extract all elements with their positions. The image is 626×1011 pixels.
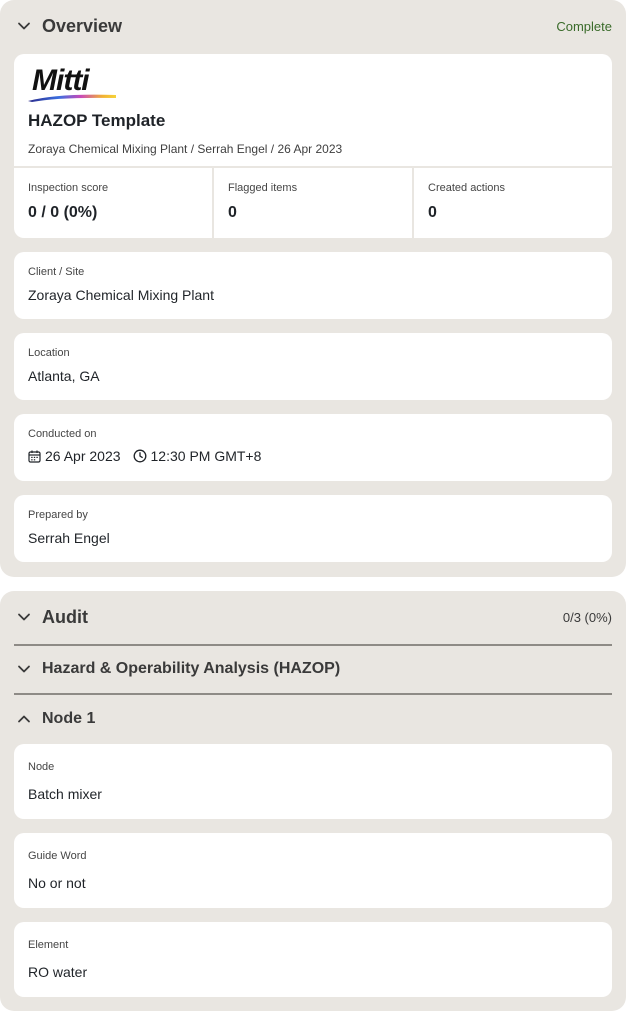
calendar-icon — [28, 450, 41, 463]
overview-section-header[interactable] — [14, 11, 612, 41]
node-section-header[interactable] — [14, 704, 612, 734]
guide-word-label: Guide Word — [28, 850, 87, 862]
element-value: RO water — [28, 964, 88, 980]
client-site-card[interactable] — [14, 252, 612, 319]
conducted-on-label: Conducted on — [28, 428, 97, 440]
node-field-value: Batch mixer — [28, 786, 102, 802]
chevron-down-icon — [14, 659, 34, 679]
conducted-on-card[interactable] — [14, 414, 612, 481]
chevron-down-icon — [14, 607, 34, 627]
hazop-title: Hazard & Operability Analysis (HAZOP) — [42, 660, 341, 677]
stats-row — [14, 166, 612, 238]
conducted-date: 26 Apr 2023 — [45, 448, 121, 464]
company-logo: Mitti — [28, 64, 118, 104]
conducted-on-value — [28, 448, 261, 464]
clock-icon — [133, 449, 147, 463]
node-field-label: Node — [28, 761, 55, 773]
node-title: Node 1 — [42, 710, 96, 727]
stat-value: 0 / 0 (0%) — [28, 204, 98, 221]
section-divider — [14, 644, 612, 646]
chevron-up-icon — [14, 709, 34, 729]
prepared-by-label: Prepared by — [28, 509, 88, 521]
prepared-by-card[interactable] — [14, 495, 612, 562]
logo-swoosh-icon — [28, 92, 116, 102]
location-card[interactable] — [14, 333, 612, 400]
stat-label: Inspection score — [28, 182, 109, 194]
section-divider — [14, 693, 612, 695]
guide-word-card[interactable] — [14, 833, 612, 908]
element-card[interactable] — [14, 922, 612, 997]
stat-label: Flagged items — [228, 182, 298, 194]
stat-flagged-items — [212, 168, 412, 238]
report-header-card — [14, 54, 612, 238]
stat-created-actions — [412, 168, 612, 238]
audit-progress: 0/3 (0%) — [562, 609, 612, 625]
chevron-down-icon — [14, 16, 34, 36]
stat-value: 0 — [228, 204, 237, 221]
template-title: HAZOP Template — [28, 111, 166, 130]
stat-inspection-score — [14, 168, 212, 238]
stat-label: Created actions — [428, 182, 506, 194]
audit-panel — [0, 591, 626, 1011]
audit-section-header[interactable] — [14, 602, 612, 632]
element-label: Element — [28, 939, 69, 951]
prepared-by-value: Serrah Engel — [28, 530, 110, 546]
overview-title: Overview — [42, 15, 123, 36]
report-subtitle: Zoraya Chemical Mixing Plant / Serrah Engel / 26 Apr 2023 — [28, 142, 343, 156]
audit-title: Audit — [42, 606, 88, 627]
location-value: Atlanta, GA — [28, 368, 100, 384]
client-site-label: Client / Site — [28, 266, 85, 278]
status-badge: Complete — [556, 18, 612, 34]
hazop-section-header[interactable] — [14, 654, 612, 684]
client-site-value: Zoraya Chemical Mixing Plant — [28, 287, 214, 303]
stat-value: 0 — [428, 204, 437, 221]
node-field-card[interactable] — [14, 744, 612, 819]
location-label: Location — [28, 347, 70, 359]
guide-word-value: No or not — [28, 875, 86, 891]
conducted-time: 12:30 PM GMT+8 — [150, 448, 262, 464]
